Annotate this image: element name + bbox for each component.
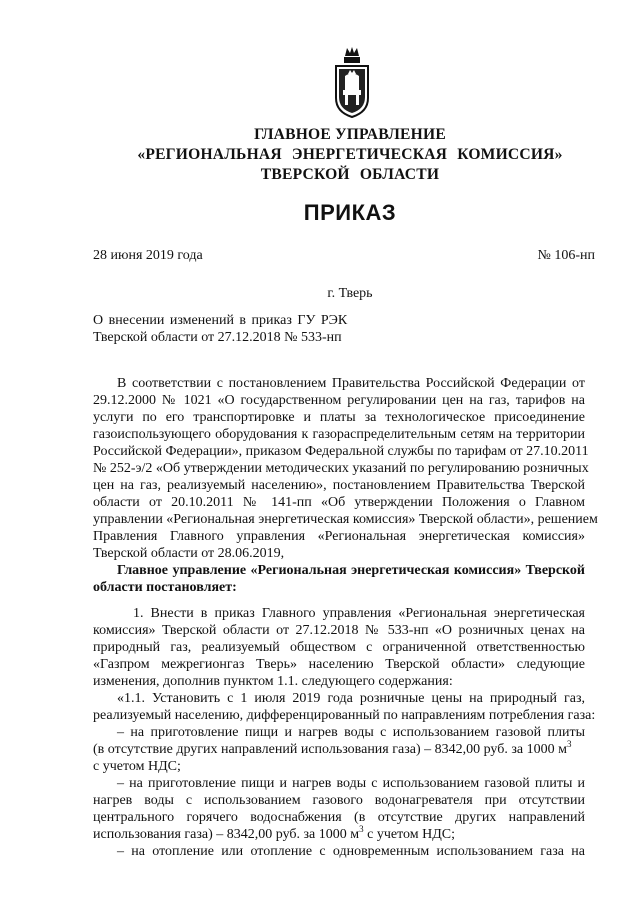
item-line: комиссия» Тверской области от 27.12.2018 № 533-нп «О розничных ценах на bbox=[93, 623, 585, 638]
resolves-line-2: области постановляет: bbox=[93, 580, 237, 595]
preamble-line: № 252-э/2 «Об утверждении методических указаний по регулированию розничных bbox=[93, 461, 589, 476]
item-line: с учетом НДС; bbox=[93, 759, 181, 774]
document-type-title: ПРИКАЗ bbox=[303, 200, 397, 225]
org-name-line-3: ТВЕРСКОЙ ОБЛАСТИ bbox=[260, 166, 440, 183]
item-line: – на отопление или отопление с одновременным использованием газа на bbox=[117, 844, 585, 859]
item-line: – на приготовление пищи и нагрев воды с использованием газовой плиты bbox=[117, 725, 585, 740]
item-line: нагрев воды с использованием газового водонагревателя при отсутствии bbox=[93, 793, 585, 808]
item-line: природный газ, реализуемый обществом с ограниченной ответственностью bbox=[93, 640, 585, 655]
document-date: 28 июня 2019 года bbox=[93, 248, 203, 263]
preamble-line: цен на газ, реализуемый населению», постановлением Правительства Тверской bbox=[93, 478, 585, 493]
org-name-line-1: ГЛАВНОЕ УПРАВЛЕНИЕ bbox=[254, 126, 446, 143]
subject-line-1: О внесении изменений в приказ ГУ РЭК bbox=[93, 313, 348, 328]
superscript-3: 3 bbox=[566, 739, 572, 749]
resolves-line-1: Главное управление «Региональная энергетическая комиссия» Тверской bbox=[117, 563, 585, 578]
item-line-text: с учетом НДС; bbox=[363, 827, 456, 842]
item-line: 1. Внести в приказ Главного управления «Региональная энергетическая bbox=[133, 606, 585, 621]
preamble-line: 29.12.2000 № 1021 «О государственном регулировании цен на газ, тарифов на bbox=[93, 393, 585, 408]
preamble-line: Российской Федерации», приказом Федеральной службы по тарифам от 27.10.2011 bbox=[93, 444, 589, 459]
item-line: «1.1. Установить с 1 июля 2019 года розничные цены на природный газ, bbox=[117, 691, 585, 706]
preamble-line: услуги по его транспортировке и платы за технологическое присоединение bbox=[93, 410, 585, 425]
item-line-text: использования газа) – 8342,00 руб. за 1000 м bbox=[93, 827, 360, 842]
org-name-line-2: «РЕГИОНАЛЬНАЯ ЭНЕРГЕТИЧЕСКАЯ КОМИССИЯ» bbox=[137, 146, 563, 163]
superscript-3: 3 bbox=[359, 824, 364, 834]
preamble-line: Правления Главного управления «Региональная энергетическая комиссия» bbox=[93, 529, 585, 544]
item-line: – на приготовление пищи и нагрев воды с использованием газовой плиты и bbox=[117, 776, 585, 791]
preamble-line: управлении «Региональная энергетическая комиссия» Тверской области», решением bbox=[93, 512, 598, 527]
item-line: реализуемый населению, дифференцированный по направлениям потребления газа: bbox=[93, 708, 596, 723]
item-line: изменения, дополнив пунктом 1.1. следующего содержания: bbox=[93, 674, 453, 689]
item-line-text: (в отсутствие других направлений использования газа) – 8342,00 руб. за 1000 м bbox=[93, 742, 567, 757]
preamble-line: В соответствии с постановлением Правительства Российской Федерации от bbox=[117, 376, 585, 391]
preamble-line: области от 20.10.2011 № 141-пп «Об утверждении Положения о Главном bbox=[93, 495, 585, 510]
item-line bbox=[93, 741, 585, 758]
coat-of-arms-icon bbox=[333, 46, 371, 118]
document-city: г. Тверь bbox=[327, 286, 373, 301]
preamble-line: Тверской области от 28.06.2019, bbox=[93, 546, 285, 561]
document-number: № 106-нп bbox=[537, 248, 595, 263]
item-line: центрального горячего водоснабжения (в отсутствие других направлений bbox=[93, 810, 585, 825]
item-line bbox=[93, 826, 585, 843]
subject-line-2: Тверской области от 27.12.2018 № 533-нп bbox=[93, 330, 342, 345]
preamble-line: газоиспользующего оборудования к газораспределительным сетям на территории bbox=[93, 427, 585, 442]
item-line: «Газпром межрегионгаз Тверь» населению Тверской области» следующие bbox=[93, 657, 585, 672]
